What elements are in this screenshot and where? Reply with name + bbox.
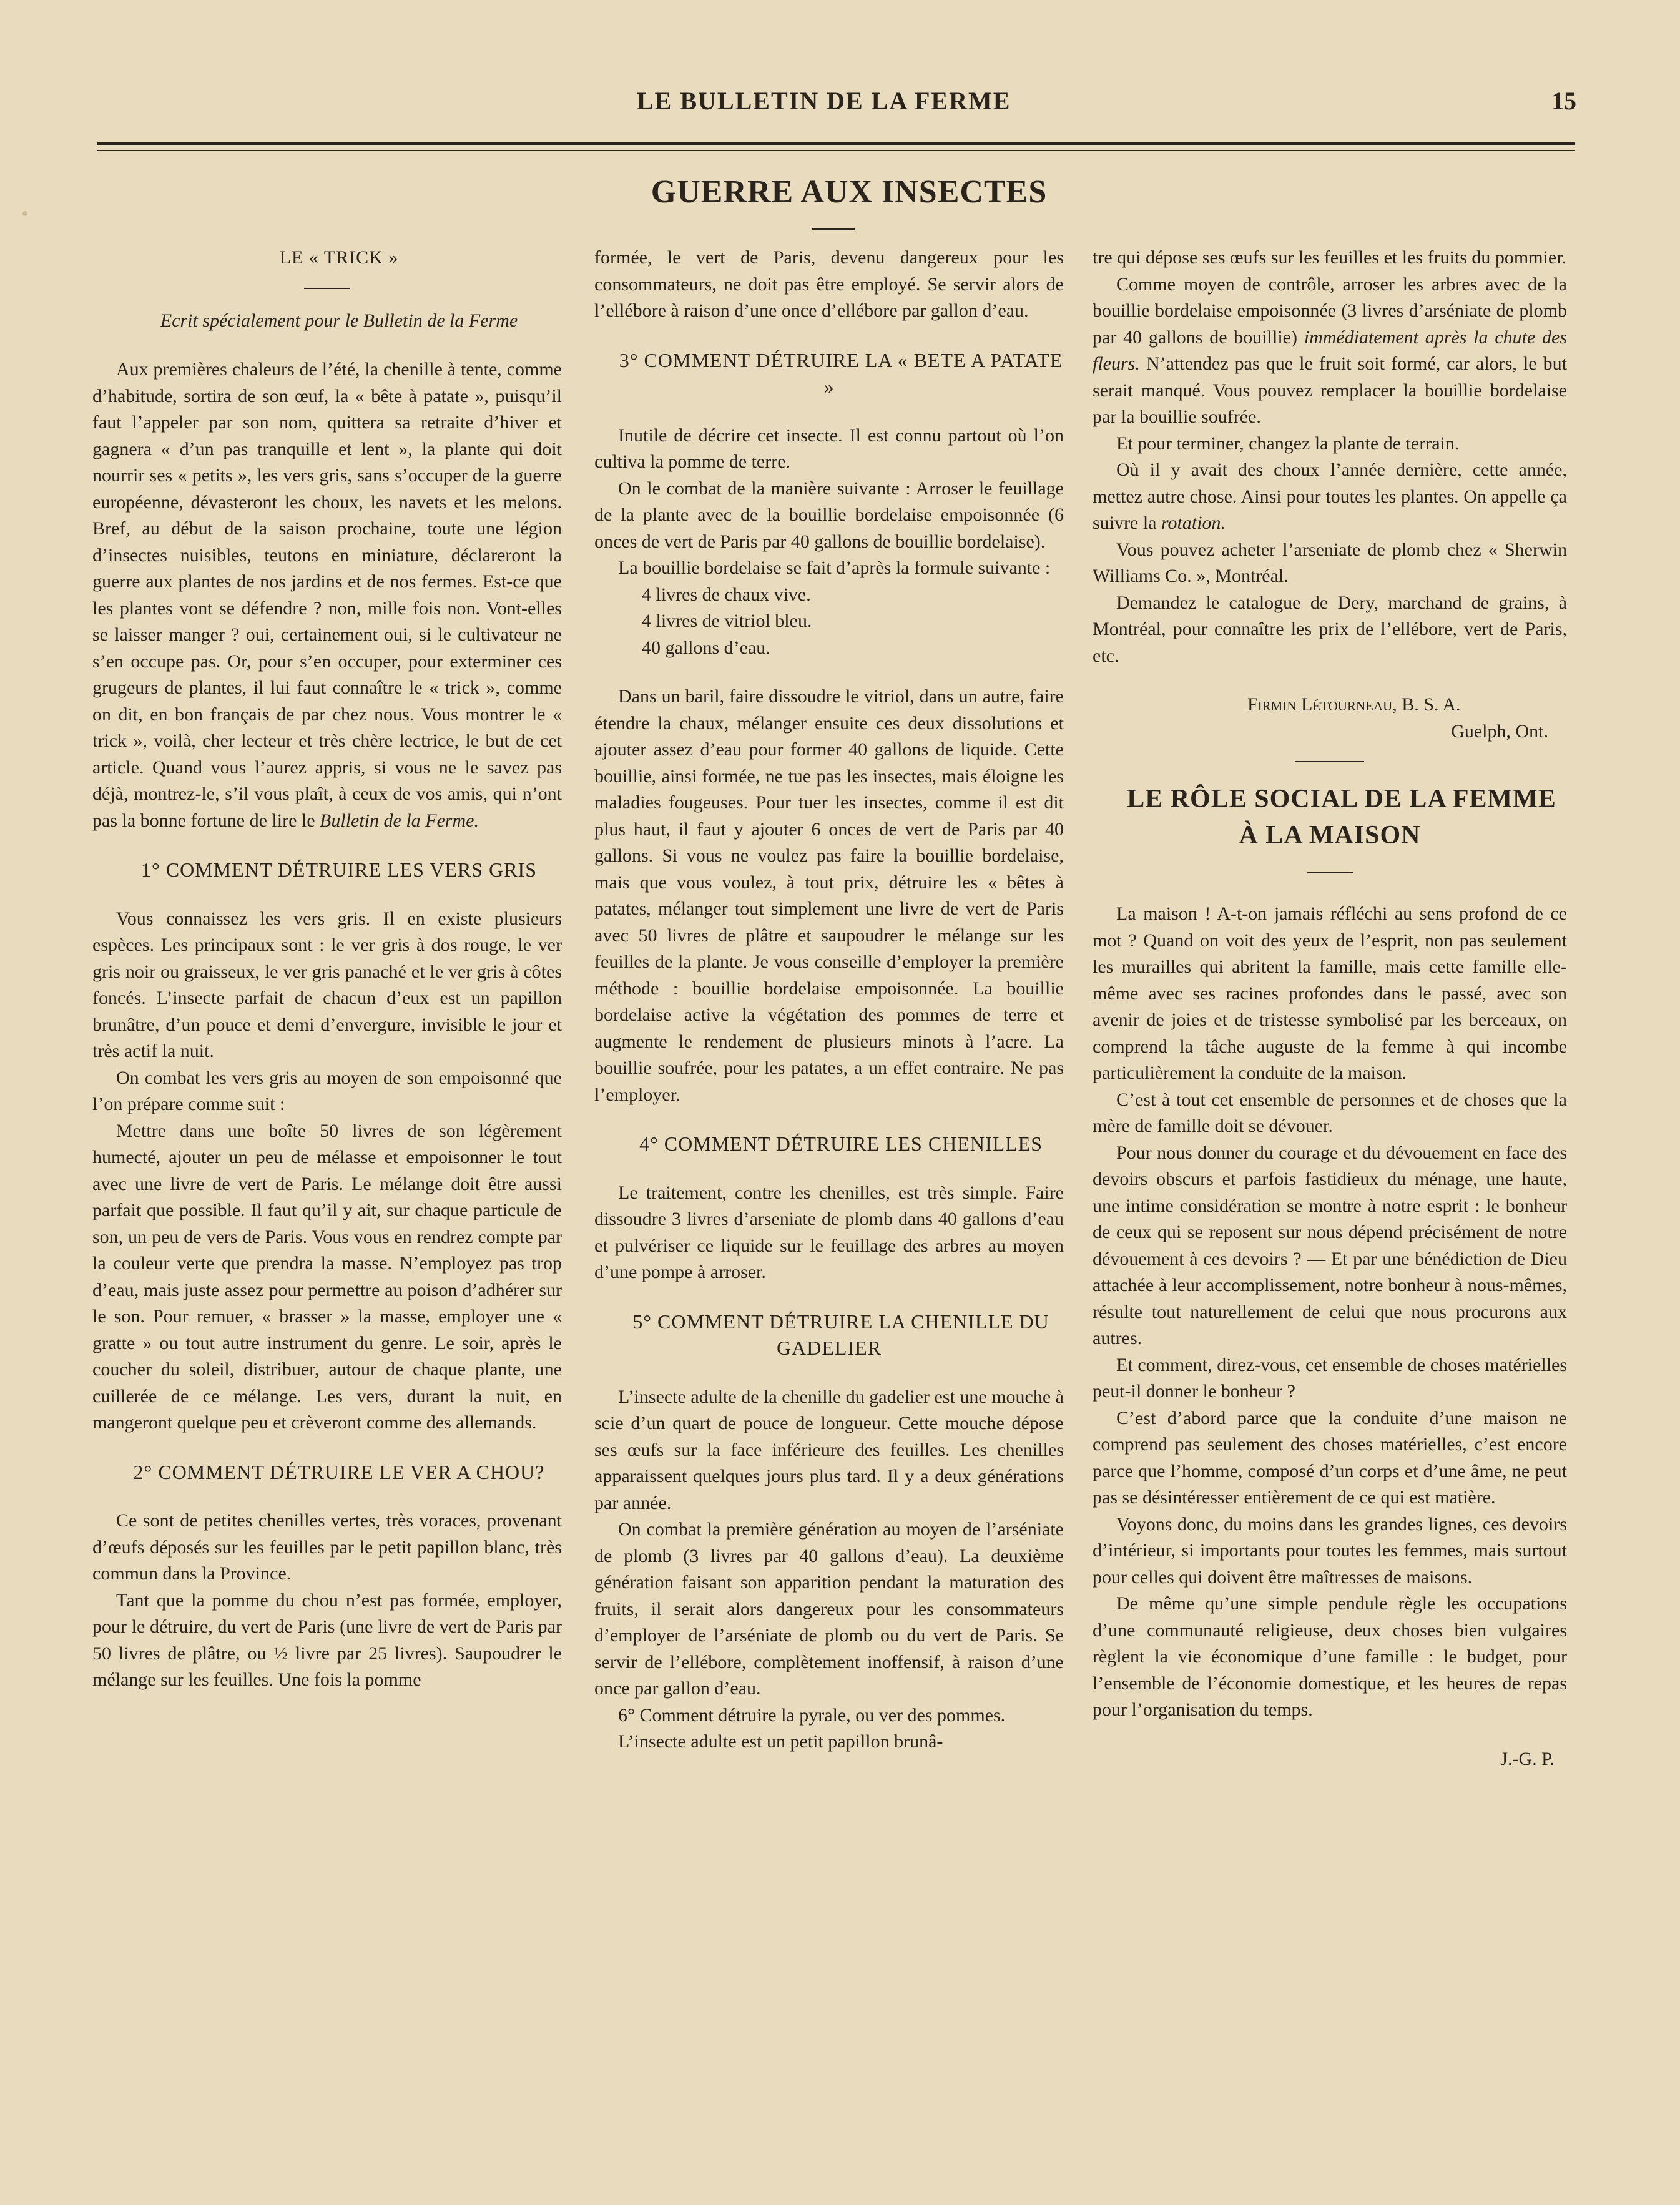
paragraph: Et pour terminer, changez la plante de terrain. — [1116, 433, 1460, 454]
paragraph: Demandez le catalogue de Dery, marchand de grains, à Montréal, pour connaître les prix de l’ellébore, vert de Paris, etc. — [1093, 592, 1567, 666]
paragraph: On le combat de la manière suivante : Arroser le feuillage de la plante avec de la bouillie bordelaise empoisonnée (6 onces de vert de Paris par 40 gallons de bouillie bordelaise). — [594, 478, 1064, 552]
paragraph: tre qui dépose ses œufs sur les feuilles et les fruits du pommier. — [1093, 247, 1567, 268]
paragraph: formée, le vert de Paris, devenu dangereux pour les consommateurs, ne doit pas être employé. Se servir alors de l’ellébore à raison d’une once d’ellébore par gallon d’eau. — [594, 247, 1064, 321]
header-rule — [97, 142, 1575, 145]
running-title: LE BULLETIN DE LA FERME — [637, 87, 1011, 115]
paragraph: Pour nous donner du courage et du dévouement en face des devoirs obscurs et parfois fastidieux du ménage, une haute, une intime considération se montre à notre esprit : le bonheur de ceux qui se reposent sur nous dépend précisément de notre dévouement à ces devoirs ? — Et par une bénédiction de Dieu attachée à leur accomplissement, notre bonheur à nous-mêmes, résulte tout naturellement de celui que nous procurons aux autres. — [1093, 1142, 1567, 1348]
column-2 — [594, 245, 1064, 2186]
page-number: 15 — [1551, 87, 1576, 115]
paragraph: Et comment, direz-vous, cet ensemble de choses matérielles peut-il donner le bonheur ? — [1093, 1354, 1567, 1402]
paragraph: L’insecte adulte de la chenille du gadelier est une mouche à scie d’un quart de pouce de longueur. Cette mouche dépose ses œufs sur la face inférieure des feuilles. Les chenilles apparaissent quelques jours plus tard. Il y a deux générations par année. — [594, 1386, 1064, 1513]
paragraph: Où il y avait des choux l’année dernière, cette année, mettez autre chose. Ainsi pour toutes les plantes. On appelle ça suivre la rotation. — [1093, 459, 1567, 533]
paragraph: 6° Comment détruire la pyrale, ou ver des pommes. — [618, 1704, 1006, 1726]
paragraph: Vous pouvez acheter l’arseniate de plomb chez « Sherwin Williams Co. », Montréal. — [1093, 539, 1567, 586]
paragraph: C’est à tout cet ensemble de personnes et de choses que la mère de famille doit se dévouer. — [1093, 1089, 1567, 1136]
section-heading-5: 5° COMMENT DÉTRUIRE LA CHENILLE DU GADELIER — [632, 1310, 1049, 1359]
paragraph: Vous connaissez les vers gris. Il en existe plusieurs espèces. Les principaux sont : le ver gris à dos rouge, le ver gris noir ou graisseux, le ver gris panaché et le ver gris à côtes foncés. L’insecte parfait de chacun d’eux est un papillon brunâtre, d’un pouce et demi d’envergure, invisible le jour et très actif la nuit. — [92, 908, 562, 1061]
paragraph: L’insecte adulte est un petit papillon brunâ- — [618, 1731, 943, 1752]
paragraph: Le traitement, contre les chenilles, est très simple. Faire dissoudre 3 livres d’arseniate de plomb dans 40 gallons d’eau et pulvériser ce liquide sur le feuillage des arbres au moyen d’une pompe à arroser. — [594, 1182, 1064, 1282]
section-heading-3: 3° COMMENT DÉTRUIRE LA « BETE A PATATE » — [619, 348, 1063, 398]
intro-paragraph: Aux premières chaleurs de l’été, la chenille à tente, comme d’habitude, sortira de son œuf, la « bête à patate », puisqu’il faut l’appeler par son nom, quittera sa retraite d’hiver et gagnera « d’un pas tranquille et lent », la plante qui doit nourrir ses « petits », les vers gris, sans s’occuper de la guerre européenne, dévasteront les choux, les navets et les melons. Bref, au début de la saison prochaine, toute une légion d’insectes nuisibles, teutons en miniature, déclareront la guerre aux plantes de nos jardins et de nos fermes. Est-ce que les plantes vont se défendre ? non, mille fois non. Vont-elles se laisser manger ? oui, certainement oui, si le cultivateur ne s’en occupe pas. Or, pour s’en occuper, pour exterminer ces grugeurs de plantes, il lui faut connaître le « trick », comme on dit, en bon français de par chez nous. Vous montrer le « trick », voilà, cher lecteur et très chère lectrice, le but de cet article. Quand vous l’aurez appris, si vous ne le savez pas déjà, montrez-le, s’il vous plaît, à ceux de vos amis, qui n’ont pas la bonne fortune de lire le Bulletin de la Ferme. — [92, 359, 562, 831]
paragraph: La maison ! A-t-on jamais réfléchi au sens profond de ce mot ? Quand on voit des yeux de l’esprit, non pas seulement les murailles qui abritent la famille, mais cette famille elle-même avec ses racines profondes dans le passé, avec son avenir de joies et de tristesse symbolisé par les berceaux, on comprend la tâche auguste de la femme à qui incombe particulièrement la conduite de la maison. — [1093, 903, 1567, 1083]
paragraph: Comme moyen de contrôle, arroser les arbres avec de la bouillie bordelaise empoisonnée (3 livres d’arséniate de plomb par 40 gallons de bouillie) immédiatement après la chute des fleurs. N’attendez pas que le fruit soit formé, car alors, le but serait manqué. Vous pouvez remplacer la bouillie bordelaise par la bouillie soufrée. — [1093, 273, 1567, 427]
author-location: Guelph, Ont. — [1451, 720, 1548, 742]
header-rule-thin — [97, 150, 1575, 151]
paper-speck — [22, 211, 27, 216]
section-heading-2: 2° COMMENT DÉTRUIRE LE VER A CHOU? — [133, 1460, 545, 1483]
byline: Ecrit spécialement pour le Bulletin de la Ferme — [160, 310, 518, 331]
column-3 — [1093, 245, 1567, 2186]
paragraph: C’est d’abord parce que la conduite d’une maison ne comprend pas seulement des choses matérielles, c’est encore parce que l’homme, composé d’un corps et d’une âme, ne peut pas se désintéresser entièrement de ce qui est matière. — [1093, 1407, 1567, 1508]
paragraph: La bouillie bordelaise se fait d’après la formule suivante : — [618, 557, 1051, 578]
paragraph: On combat les vers gris au moyen de son empoisonné que l’on prépare comme suit : — [92, 1067, 562, 1114]
article-title-role: LE RÔLE SOCIAL DE LA FEMME À LA MAISON — [1127, 785, 1556, 850]
paragraph: Mettre dans une boîte 50 livres de son légèrement humecté, ajouter un peu de mélasse et empoisonner le tout avec une livre de vert de Paris. Le mélange doit être aussi parfait que possible. Il faut qu’il y ait, sur chaque particule de son, un peu de vers de Paris. Vous vous en rendrez compte par la couleur verte que prendra la masse. N’employez pas trop d’eau, mais juste assez pour permettre au poison d’adhérer sur le son. Pour remuer, « brasser » la masse, employer une « gratte » ou tout autre instrument du genre. Le soir, après le coucher du soleil, distribuer, autour de chaque plante, une cuillerée de ce mélange. Les vers, durant la nuit, en mangeront quelque peu et crèveront comme des allemands. — [92, 1120, 562, 1433]
recipe-line: 4 livres de vitriol bleu. — [642, 611, 812, 631]
divider — [1295, 761, 1364, 762]
paragraph: Inutile de décrire cet insecte. Il est connu partout où l’on cultiva la pomme de terre. — [594, 425, 1064, 472]
paragraph: Ce sont de petites chenilles vertes, très voraces, provenant d’œufs déposés sur les feuilles par le petit papillon blanc, très commun dans la Province. — [92, 1510, 562, 1584]
main-title: GUERRE AUX INSECTES — [651, 174, 1048, 210]
initials-signature: J.-G. P. — [1500, 1748, 1555, 1769]
title-divider — [812, 228, 855, 230]
divider — [1307, 872, 1353, 873]
column-1 — [92, 245, 562, 2186]
paragraph: De même qu’une simple pendule règle les occupations d’une communauté religieuse, deux choses bien vulgaires règlent la vie économique d’une famille : le budget, pour l’ensemble de l’économie domestique, et les heures de repas pour l’organisation du temps. — [1093, 1593, 1567, 1720]
paragraph: On combat la première génération au moyen de l’arséniate de plomb (3 livres par 40 gallons d’eau). La deuxième génération faisant son apparition pendant la maturation des fruits, il serait alors dangereux pour les consommateurs d’employer de l’arséniate de plomb ou du vert de Paris. Se servir de l’ellébore, complètement inoffensif, à raison d’une once par gallon d’eau. — [594, 1519, 1064, 1699]
article-title-trick: LE « TRICK » — [279, 247, 399, 268]
divider — [304, 288, 350, 289]
recipe-line: 4 livres de chaux vive. — [642, 584, 811, 605]
paragraph: Voyons donc, du moins dans les grandes lignes, ces devoirs d’intérieur, si importants pour toutes les femmes, mais surtout pour celles qui doivent être maîtresses de maisons. — [1093, 1513, 1567, 1588]
author-signature: Firmin Létourneau, B. S. A. — [1247, 694, 1461, 715]
section-heading-4: 4° COMMENT DÉTRUIRE LES CHENILLES — [639, 1132, 1043, 1155]
paragraph: Dans un baril, faire dissoudre le vitriol, dans un autre, faire étendre la chaux, mélanger ensuite ces deux dissolutions et ajouter assez d’eau pour former 40 gallons de liquide. Cette bouillie, ainsi formée, ne tue pas les insectes, mais éloigne les maladies fougeuses. Pour tuer les insectes, comme il est dit plus haut, il faut y ajouter 6 onces de vert de Paris par 40 gallons. Si vous ne voulez pas faire la bouillie bordelaise, mais que vous voulez, à tout prix, détruire les « bêtes à patates, mélanger tout simplement une livre de vert de Paris avec 50 livres de plâtre et saupoudrer le mélange sur les feuilles de la plante. Je vous conseille d’employer la première méthode : bouillie bordelaise empoisonnée. La bouillie bordelaise active la végétation des pommes de terre et augmente le rendement de plusieurs minots à l’acre. La bouillie soufrée, pour les patates, a un effet contraire. Ne pas l’employer. — [594, 686, 1064, 1105]
section-heading-1: 1° COMMENT DÉTRUIRE LES VERS GRIS — [141, 858, 537, 881]
recipe-line: 40 gallons d’eau. — [642, 637, 770, 658]
paragraph: Tant que la pomme du chou n’est pas formée, employer, pour le détruire, du vert de Paris (une livre de vert de Paris par 50 livres de plâtre, ou ½ livre par 25 livres). Saupoudrer le mélange sur les feuilles. Une fois la pomme — [92, 1589, 562, 1690]
